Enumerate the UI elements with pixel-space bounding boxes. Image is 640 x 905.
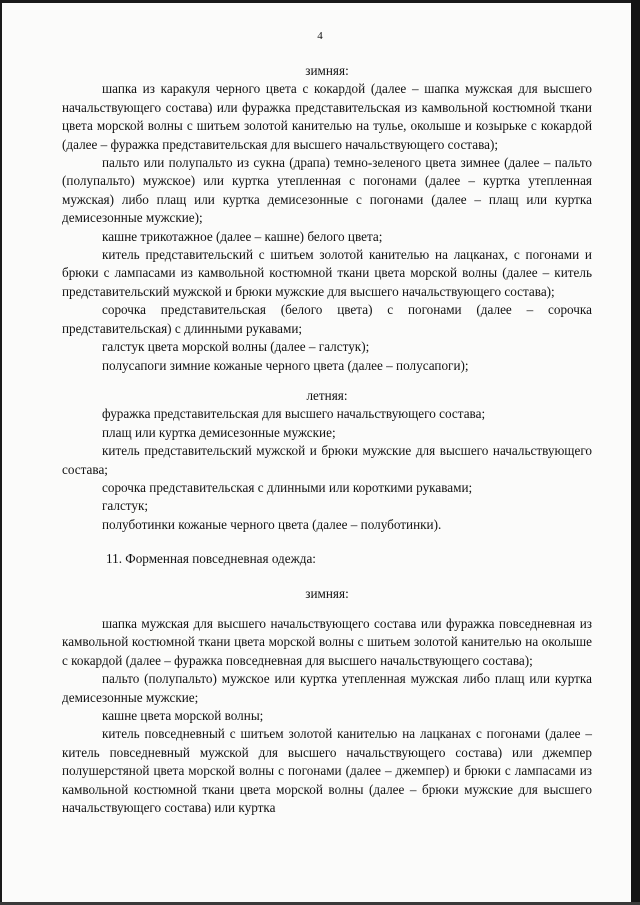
paragraph: пальто или полупальто из сукна (драпа) темно-зеленого цвета зимнее (далее – пальто (полупальто) мужское) или куртка утепленная с погонами (далее – куртка утепленная мужская) либо плащ или куртка демисезонные с погонами (далее – плащ или куртка демисезонные мужские); bbox=[62, 155, 592, 226]
paragraph: галстук; bbox=[102, 498, 149, 514]
scan-edge-left bbox=[0, 0, 2, 905]
paragraph: сорочка представительская (белого цвета) с погонами (далее – сорочка представительская) с длинными рукавами; bbox=[62, 302, 592, 336]
paragraph: полусапоги зимние кожаные черного цвета (далее – полусапоги); bbox=[102, 357, 469, 373]
paragraph: плащ или куртка демисезонные мужские; bbox=[102, 424, 336, 440]
document-body bbox=[62, 62, 592, 817]
scan-edge-right bbox=[631, 0, 640, 905]
paragraph: шапка из каракуля черного цвета с кокардой (далее – шапка мужская для высшего начальствующего состава) или фуражка представительская из камвольной костюмной ткани цвета морской волны с шитьем золотой канителью на тулье, околыше и козырьке с кокардой (далее – фуражка представительская для высшего начальствующего состава); bbox=[62, 81, 592, 152]
page-number: 4 bbox=[317, 30, 323, 42]
heading-summer-representative: летняя: bbox=[306, 387, 348, 403]
paragraph: кашне трикотажное (далее – кашне) белого цвета; bbox=[102, 228, 383, 244]
paragraph: шапка мужская для высшего начальствующего состава или фуражка повседневная из камвольной костюмной ткани цвета морской волны с шитьем золотой канителью на околыше с кокардой (далее – фуражка повседневная для высшего начальствующего состава); bbox=[62, 615, 592, 668]
paragraph: китель представительский мужской и брюки мужские для высшего начальствующего состава; bbox=[62, 443, 592, 477]
scan-edge-top bbox=[0, 0, 640, 3]
paragraph: кашне цвета морской волны; bbox=[102, 708, 264, 723]
paragraph: китель представительский с шитьем золотой канителью на лацканах, с погонами и брюки с лампасами из камвольной костюмной ткани цвета морской волны (далее – китель представительский мужской и брюки мужские для высшего начальствующего состава); bbox=[62, 247, 592, 299]
paragraph: пальто (полупальто) мужское или куртка утепленная мужская либо плащ или куртка демисезонные мужские; bbox=[62, 671, 592, 705]
paragraph: галстук цвета морской волны (далее – галстук); bbox=[102, 339, 370, 355]
heading-winter-representative: зимняя: bbox=[305, 63, 349, 78]
heading-winter-everyday: зимняя: bbox=[305, 585, 349, 601]
paragraph: китель повседневный с шитьем золотой канителью на лацканах с погонами (далее – китель повседневный мужской для высшего начальствующего состава) или джемпер полушерстяной цвета морской волны с погонами (далее – джемпер) и брюки с лампасами из камвольной костюмной ткани цвета морской волны (далее – брюки мужские для высшего начальствующего состава) или куртка bbox=[62, 726, 592, 816]
paragraph: сорочка представительская с длинными или короткими рукавами; bbox=[102, 479, 473, 495]
paragraph: полуботинки кожаные черного цвета (далее – полуботинки). bbox=[102, 516, 442, 532]
paragraph: фуражка представительская для высшего начальствующего состава; bbox=[102, 406, 486, 422]
section-heading: 11. Форменная повседневная одежда: bbox=[106, 551, 316, 567]
